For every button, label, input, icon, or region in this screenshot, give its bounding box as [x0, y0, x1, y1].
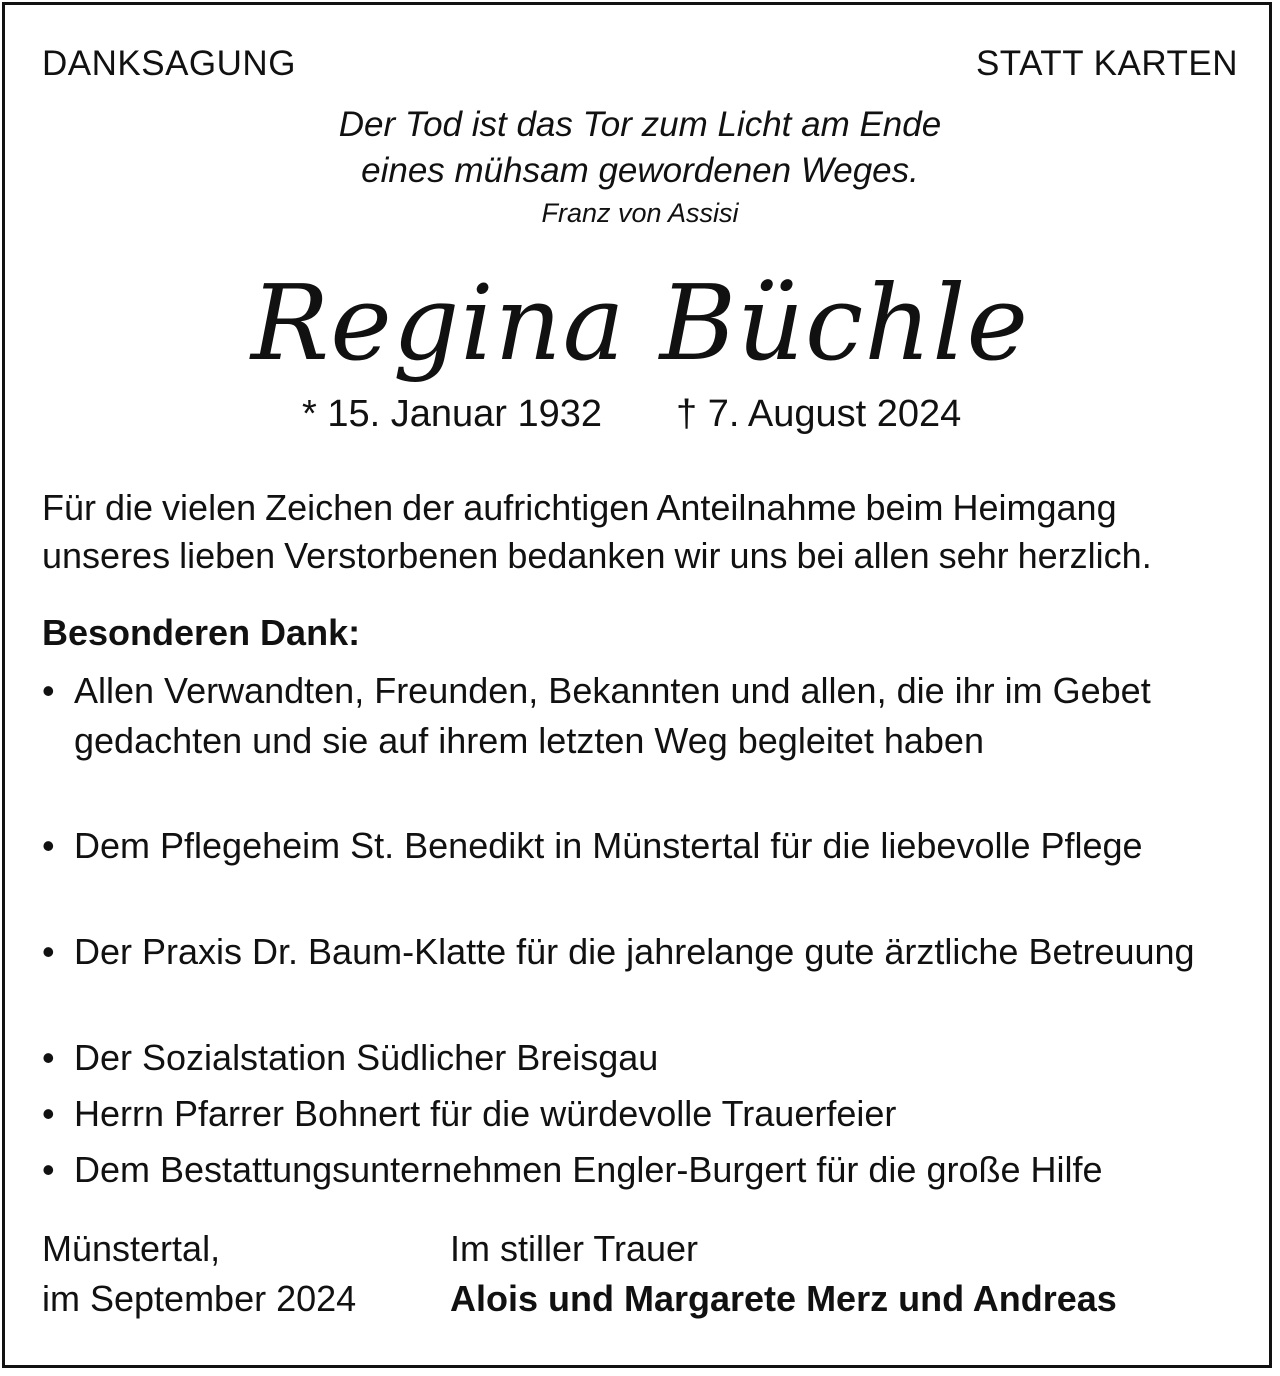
list-item: [42, 821, 1232, 871]
quote-author: Franz von Assisi: [541, 198, 739, 228]
bullet-mark: •: [42, 931, 55, 972]
list-item: [42, 666, 1232, 766]
message-line-1: Für die vielen Zeichen der aufrichtigen Anteilnahme beim Heimgang: [42, 487, 1117, 528]
quote-line-1: Der Tod ist das Tor zum Licht am Ende: [338, 105, 942, 144]
header-danksagung: DANKSAGUNG: [42, 44, 296, 83]
list-item: [42, 927, 1232, 977]
footer-signatories: Alois und Margarete Merz und Andreas: [450, 1278, 1117, 1319]
bullet-mark: •: [42, 1149, 55, 1190]
birth-date: * 15. Januar 1932: [302, 393, 603, 435]
bullet-mark: •: [42, 825, 55, 866]
message-line-2: unseres lieben Verstorbenen bedanken wir uns bei allen sehr herzlich.: [42, 535, 1152, 576]
thanks-heading: Besonderen Dank:: [42, 612, 361, 653]
death-date: † 7. August 2024: [676, 393, 962, 435]
footer-date: im September 2024: [42, 1278, 357, 1319]
footer-mourning: Im stiller Trauer: [450, 1228, 699, 1269]
list-item: [42, 1033, 1232, 1083]
footer-place: Münstertal,: [42, 1228, 221, 1269]
list-item: [42, 1089, 1232, 1139]
quote-line-2: eines mühsam gewordenen Weges.: [361, 151, 919, 190]
list-item-text: Der Praxis Dr. Baum-Klatte für die jahrelange gute ärztliche Betreuung: [74, 931, 1195, 972]
list-item-text: Dem Bestattungsunternehmen Engler-Burgert für die große Hilfe: [74, 1149, 1103, 1190]
list-item-text: Der Sozialstation Südlicher Breisgau: [74, 1037, 659, 1078]
header-statt-karten: STATT KARTEN: [975, 44, 1238, 83]
bullet-mark: •: [42, 670, 55, 711]
deceased-name: Regina Büchle: [250, 262, 1030, 384]
list-item-text: Herrn Pfarrer Bohnert für die würdevolle Trauerfeier: [74, 1093, 897, 1134]
list-item: [42, 1145, 1232, 1195]
bullet-mark: •: [42, 1037, 55, 1078]
bullet-mark: •: [42, 1093, 55, 1134]
list-item-text: Allen Verwandten, Freunden, Bekannten und allen, die ihr im Gebet gedachten und sie auf ihrem letzten Weg begleitet haben: [74, 670, 1151, 761]
list-item-text: Dem Pflegeheim St. Benedikt in Münstertal für die liebevolle Pflege: [74, 825, 1143, 866]
